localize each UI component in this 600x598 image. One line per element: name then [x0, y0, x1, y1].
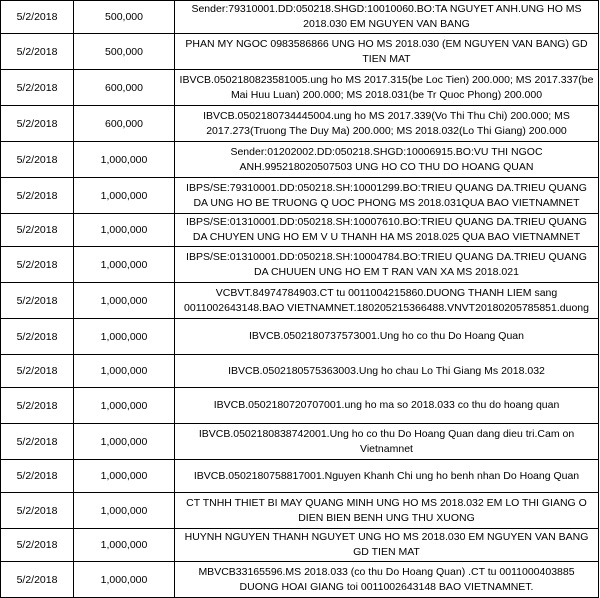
date-cell: 5/2/2018	[1, 214, 74, 247]
donation-table-body	[1, 1, 599, 598]
description-cell: IBVCB.0502180758817001.Nguyen Khanh Chi ung ho benh nhan Do Hoang Quan	[175, 460, 599, 493]
description-cell: VCBVT.84974784903.CT tu 0011004215860.DUONG THANH LIEM sang 0011002643148.BAO VIETNAMNET.180205215366488.VNVT20180205785851.duong	[175, 283, 599, 319]
date-cell: 5/2/2018	[1, 106, 74, 142]
amount-cell: 600,000	[74, 106, 175, 142]
date-cell: 5/2/2018	[1, 493, 74, 529]
description-cell: IBVCB.0502180734445004.ung ho MS 2017.339(Vo Thi Thu Chi) 200.000; MS 2017.273(Truong The Duy Ma) 200.000; MS 2018.032(Lo Thi Giang) 200.000	[175, 106, 599, 142]
description-cell: PHAN MY NGOC 0983586866 UNG HO MS 2018.030 (EM NGUYEN VAN BANG) GD TIEN MAT	[175, 34, 599, 70]
table-row	[1, 142, 599, 178]
amount-cell: 1,000,000	[74, 355, 175, 388]
description-cell: IBVCB.0502180575363003.Ung ho chau Lo Thi Giang Ms 2018.032	[175, 355, 599, 388]
date-cell: 5/2/2018	[1, 283, 74, 319]
description-cell: Sender:01202002.DD:050218.SHGD:10006915.BO:VU THI NGOC ANH.995218020507503 UNG HO CO THU DO HOANG QUAN	[175, 142, 599, 178]
amount-cell: 500,000	[74, 34, 175, 70]
description-cell: CT TNHH THIET BI MAY QUANG MINH UNG HO MS 2018.032 EM LO THI GIANG O DIEN BIEN BENH UNG THU XUONG	[175, 493, 599, 529]
table-row	[1, 424, 599, 460]
table-row	[1, 562, 599, 598]
table-row	[1, 319, 599, 355]
date-cell: 5/2/2018	[1, 247, 74, 283]
description-cell: IBVCB.0502180823581005.ung ho MS 2017.315(be Loc Tien) 200.000; MS 2017.337(be Mai Huu Luan) 200.000; MS 2018.031(be Tr Quoc Phong) 200.000	[175, 70, 599, 106]
date-cell: 5/2/2018	[1, 70, 74, 106]
table-row	[1, 34, 599, 70]
table-row	[1, 247, 599, 283]
amount-cell: 1,000,000	[74, 460, 175, 493]
amount-cell: 1,000,000	[74, 319, 175, 355]
date-cell: 5/2/2018	[1, 460, 74, 493]
amount-cell: 1,000,000	[74, 562, 175, 598]
amount-cell: 1,000,000	[74, 388, 175, 424]
amount-cell: 600,000	[74, 70, 175, 106]
table-row	[1, 283, 599, 319]
amount-cell: 1,000,000	[74, 142, 175, 178]
description-cell: MBVCB33165596.MS 2018.033 (co thu Do Hoang Quan) .CT tu 0011000403885 DUONG HOAI GIANG toi 0011002643148 BAO VIETNAMNET.	[175, 562, 599, 598]
table-row	[1, 1, 599, 34]
date-cell: 5/2/2018	[1, 34, 74, 70]
table-row	[1, 529, 599, 562]
table-row	[1, 214, 599, 247]
date-cell: 5/2/2018	[1, 388, 74, 424]
date-cell: 5/2/2018	[1, 142, 74, 178]
table-row	[1, 493, 599, 529]
amount-cell: 1,000,000	[74, 529, 175, 562]
table-row	[1, 388, 599, 424]
date-cell: 5/2/2018	[1, 562, 74, 598]
table-row	[1, 106, 599, 142]
table-row	[1, 355, 599, 388]
date-cell: 5/2/2018	[1, 424, 74, 460]
description-cell: IBVCB.0502180838742001.Ung ho co thu Do Hoang Quan dang dieu tri.Cam on Vietnamnet	[175, 424, 599, 460]
amount-cell: 1,000,000	[74, 214, 175, 247]
table-row	[1, 460, 599, 493]
description-cell: IBPS/SE:01310001.DD:050218.SH:10004784.BO:TRIEU QUANG DA.TRIEU QUANG DA CHUUEN UNG HO EM T RAN VAN XA MS 2018.021	[175, 247, 599, 283]
description-cell: HUYNH NGUYEN THANH NGUYET UNG HO MS 2018.030 EM NGUYEN VAN BANG GD TIEN MAT	[175, 529, 599, 562]
date-cell: 5/2/2018	[1, 178, 74, 214]
table-row	[1, 70, 599, 106]
amount-cell: 1,000,000	[74, 493, 175, 529]
amount-cell: 1,000,000	[74, 178, 175, 214]
date-cell: 5/2/2018	[1, 529, 74, 562]
date-cell: 5/2/2018	[1, 1, 74, 34]
amount-cell: 1,000,000	[74, 283, 175, 319]
date-cell: 5/2/2018	[1, 319, 74, 355]
amount-cell: 500,000	[74, 1, 175, 34]
description-cell: IBVCB.0502180720707001.ung ho ma so 2018.033 co thu do hoang quan	[175, 388, 599, 424]
table-row	[1, 178, 599, 214]
description-cell: IBPS/SE:79310001.DD:050218.SH:10001299.BO:TRIEU QUANG DA.TRIEU QUANG DA UNG HO BE TRUONG Q UOC PHONG MS 2018.031QUA BAO VIETNAMNET	[175, 178, 599, 214]
amount-cell: 1,000,000	[74, 247, 175, 283]
amount-cell: 1,000,000	[74, 424, 175, 460]
description-cell: Sender:79310001.DD:050218.SHGD:10010060.BO:TA NGUYET ANH.UNG HO MS 2018.030 EM NGUYEN VAN BANG	[175, 1, 599, 34]
date-cell: 5/2/2018	[1, 355, 74, 388]
description-cell: IBVCB.0502180737573001.Ung ho co thu Do Hoang Quan	[175, 319, 599, 355]
description-cell: IBPS/SE:01310001.DD:050218.SH:10007610.BO:TRIEU QUANG DA.TRIEU QUANG DA CHUYEN UNG HO EM V U THANH HA MS 2018.025 QUA BAO VIETNAMNET	[175, 214, 599, 247]
